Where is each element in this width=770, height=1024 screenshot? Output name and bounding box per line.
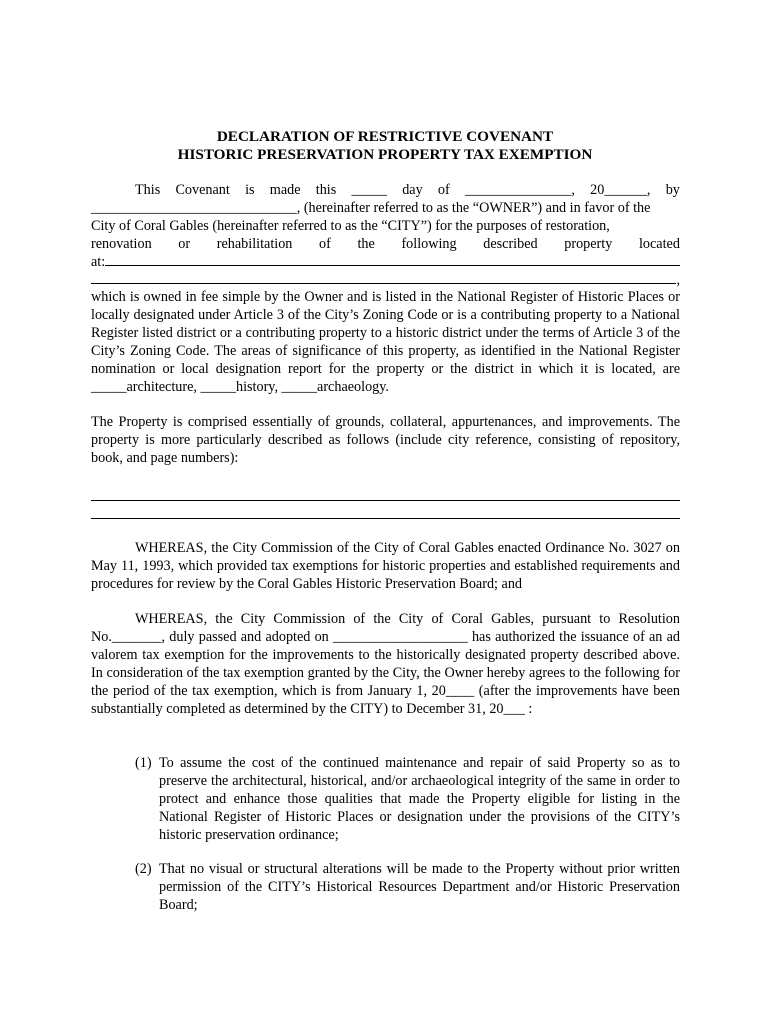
covenant-item-2 [135,861,680,915]
location-blank-1 [105,265,680,266]
location-blank-2 [91,283,676,284]
document-subtitle: HISTORIC PRESERVATION PROPERTY TAX EXEMPTION [177,146,593,163]
item-number: (1) [135,755,152,771]
covenant-line-1: This Covenant is made this _____ day of _______________, 20______, by [135,182,680,198]
item-text: To assume the cost of the continued maintenance and repair of said Property so as to preserve the architectural, historical, and/or archaeological integrity of the same in order to protect and enhance those qualities that made the Property eligible for listing in the National Register of Historic Places or designation under the provisions of the CITY’s historic preservation ordinance; [159,755,680,843]
year-blank: 20______, [590,182,651,198]
property-location-line-2: , [91,272,680,290]
covenant-line-4: renovation or rehabilitation of the following described property located [91,235,680,252]
item-number: (2) [135,861,152,877]
property-description-paragraph: The Property is comprised essentially of grounds, collateral, appurtenances, and improvements. The property is more particularly described as follows (include city reference, consisting of repository, book, and page numbers): [91,414,680,466]
covenant-paragraph-rest: which is owned in fee simple by the Owner and is listed in the National Register of Historic Places or locally designated under Article 3 of the City’s Zoning Code or is a contributing property to a National Register listed district or a contributing property to a historic district under the terms of Article 3 of the City’s Zoning Code. The areas of significance of this property, as identified in the National Register nomination or local designation report for the property or the district in which it is located, are _____architecture, _____history, _____archaeology. [91,289,680,395]
document-title-block [0,128,770,164]
covenant-item-1 [135,755,680,845]
day-blank: _____ [351,182,387,198]
covenant-paragraph [91,182,680,397]
whereas-paragraph-2: WHEREAS, the City Commission of the City of Coral Gables, pursuant to Resolution No._______, duly passed and adopted on ___________________ has authorized the issuance of an ad valorem tax exemption for the improvements to the historically designated property described above. In consideration of the tax exemption granted by the City, the Owner hereby agrees to the following for the period of the tax exemption, which is from January 1, 20____ (after the improvements have been substantially completed as determined by the CITY) to December 31, 20___ : [91,611,680,717]
item-text: That no visual or structural alterations will be made to the Property without prior written permission of the CITY’s Historical Resources Department and/or Historic Preservation Board; [159,861,680,913]
description-blank-line-1 [91,500,680,501]
month-blank: _______________, [464,182,575,198]
property-location-line-1: at: [91,254,680,272]
covenant-line-2: _____________________________, (hereinafter referred to as the “OWNER”) and in favor of the [91,199,651,216]
description-blank-line-2 [91,518,680,519]
document-title: DECLARATION OF RESTRICTIVE COVENANT [216,128,554,145]
covenant-line-3: City of Coral Gables (hereinafter referred to as the “CITY”) for the purposes of restoration, [91,217,610,234]
whereas-paragraph-1: WHEREAS, the City Commission of the City of Coral Gables enacted Ordinance No. 3027 on May 11, 1993, which provided tax exemptions for historic properties and established requirements and procedures for review by the Coral Gables Historic Preservation Board; and [91,540,680,592]
